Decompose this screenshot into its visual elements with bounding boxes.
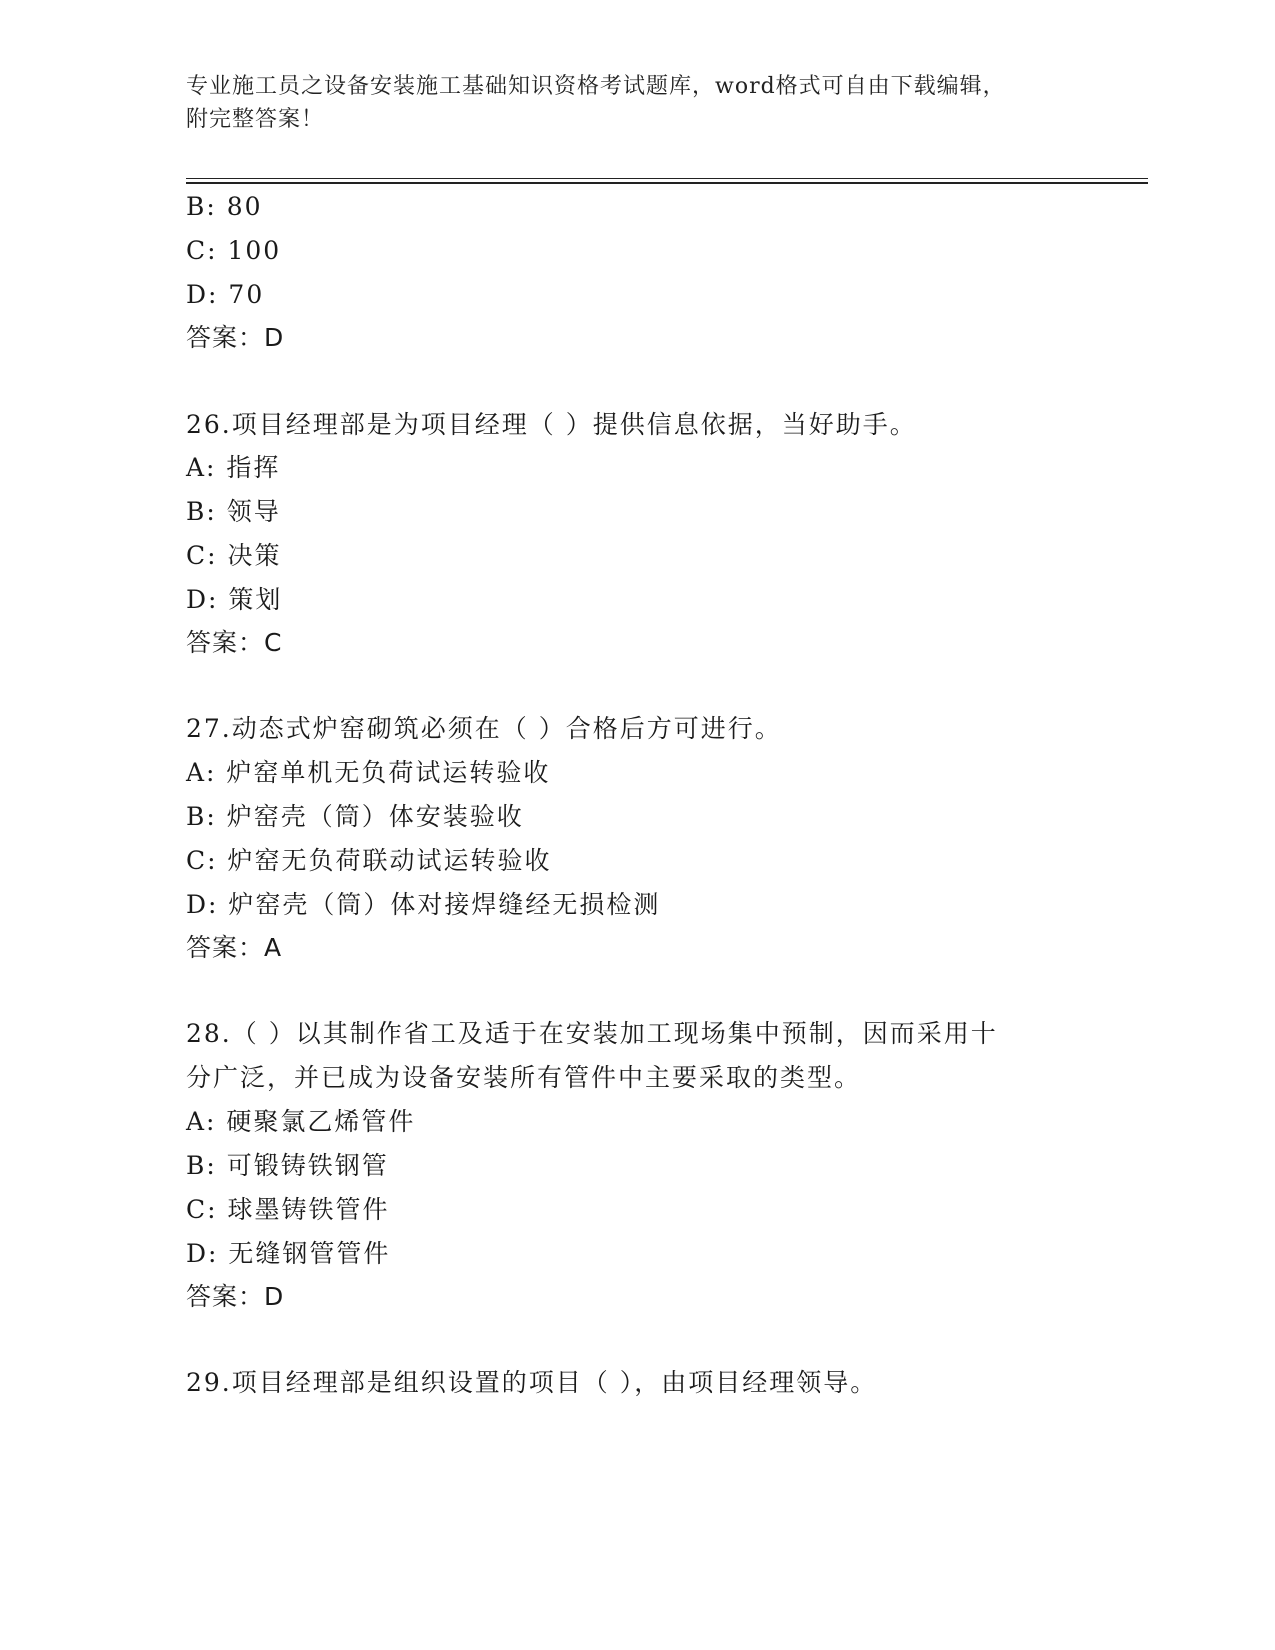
q25-answer: 答案：D	[186, 323, 285, 352]
q25-option-c: C: 100	[186, 236, 282, 265]
q26-option-b: B: 领导	[186, 497, 281, 526]
header-divider-thick	[186, 182, 1148, 184]
q28-stem-line-1: 28.（ ）以其制作省工及适于在安装加工现场集中预制，因而采用十	[186, 1019, 998, 1048]
q28-option-d: D: 无缝钢管管件	[186, 1239, 391, 1268]
q28-option-c: C: 球墨铸铁管件	[186, 1195, 390, 1224]
q28-option-b: B: 可锻铸铁钢管	[186, 1151, 389, 1180]
document-header	[186, 70, 1066, 136]
q29-stem: 29.项目经理部是组织设置的项目（ ），由项目经理领导。	[186, 1368, 878, 1397]
header-divider-thin	[186, 178, 1148, 179]
q25-option-d: D: 70	[186, 280, 265, 309]
q26-answer: 答案：C	[186, 628, 283, 657]
q27-option-c: C: 炉窑无负荷联动试运转验收	[186, 846, 552, 875]
q25-option-b: B: 80	[186, 192, 263, 221]
q28-answer: 答案：D	[186, 1282, 285, 1311]
q27-option-b: B: 炉窑壳（筒）体安装验收	[186, 802, 524, 831]
q28-option-a: A: 硬聚氯乙烯管件	[186, 1107, 416, 1136]
q26-option-c: C: 决策	[186, 541, 282, 570]
q26-option-a: A: 指挥	[186, 453, 281, 482]
header-title-line-1: 专业施工员之设备安装施工基础知识资格考试题库，word格式可自由下载编辑，	[186, 74, 1006, 99]
q26-stem: 26.项目经理部是为项目经理（ ）提供信息依据，当好助手。	[186, 410, 917, 439]
q27-stem: 27.动态式炉窑砌筑必须在（ ）合格后方可进行。	[186, 714, 782, 743]
q27-option-d: D: 炉窑壳（筒）体对接焊缝经无损检测	[186, 890, 661, 919]
q26-option-d: D: 策划	[186, 585, 283, 614]
q27-option-a: A: 炉窑单机无负荷试运转验收	[186, 758, 551, 787]
header-title-line-2: 附完整答案！	[186, 107, 325, 132]
q27-answer: 答案：A	[186, 933, 283, 962]
q28-stem-line-2: 分广泛，并已成为设备安装所有管件中主要采取的类型。	[186, 1063, 862, 1092]
